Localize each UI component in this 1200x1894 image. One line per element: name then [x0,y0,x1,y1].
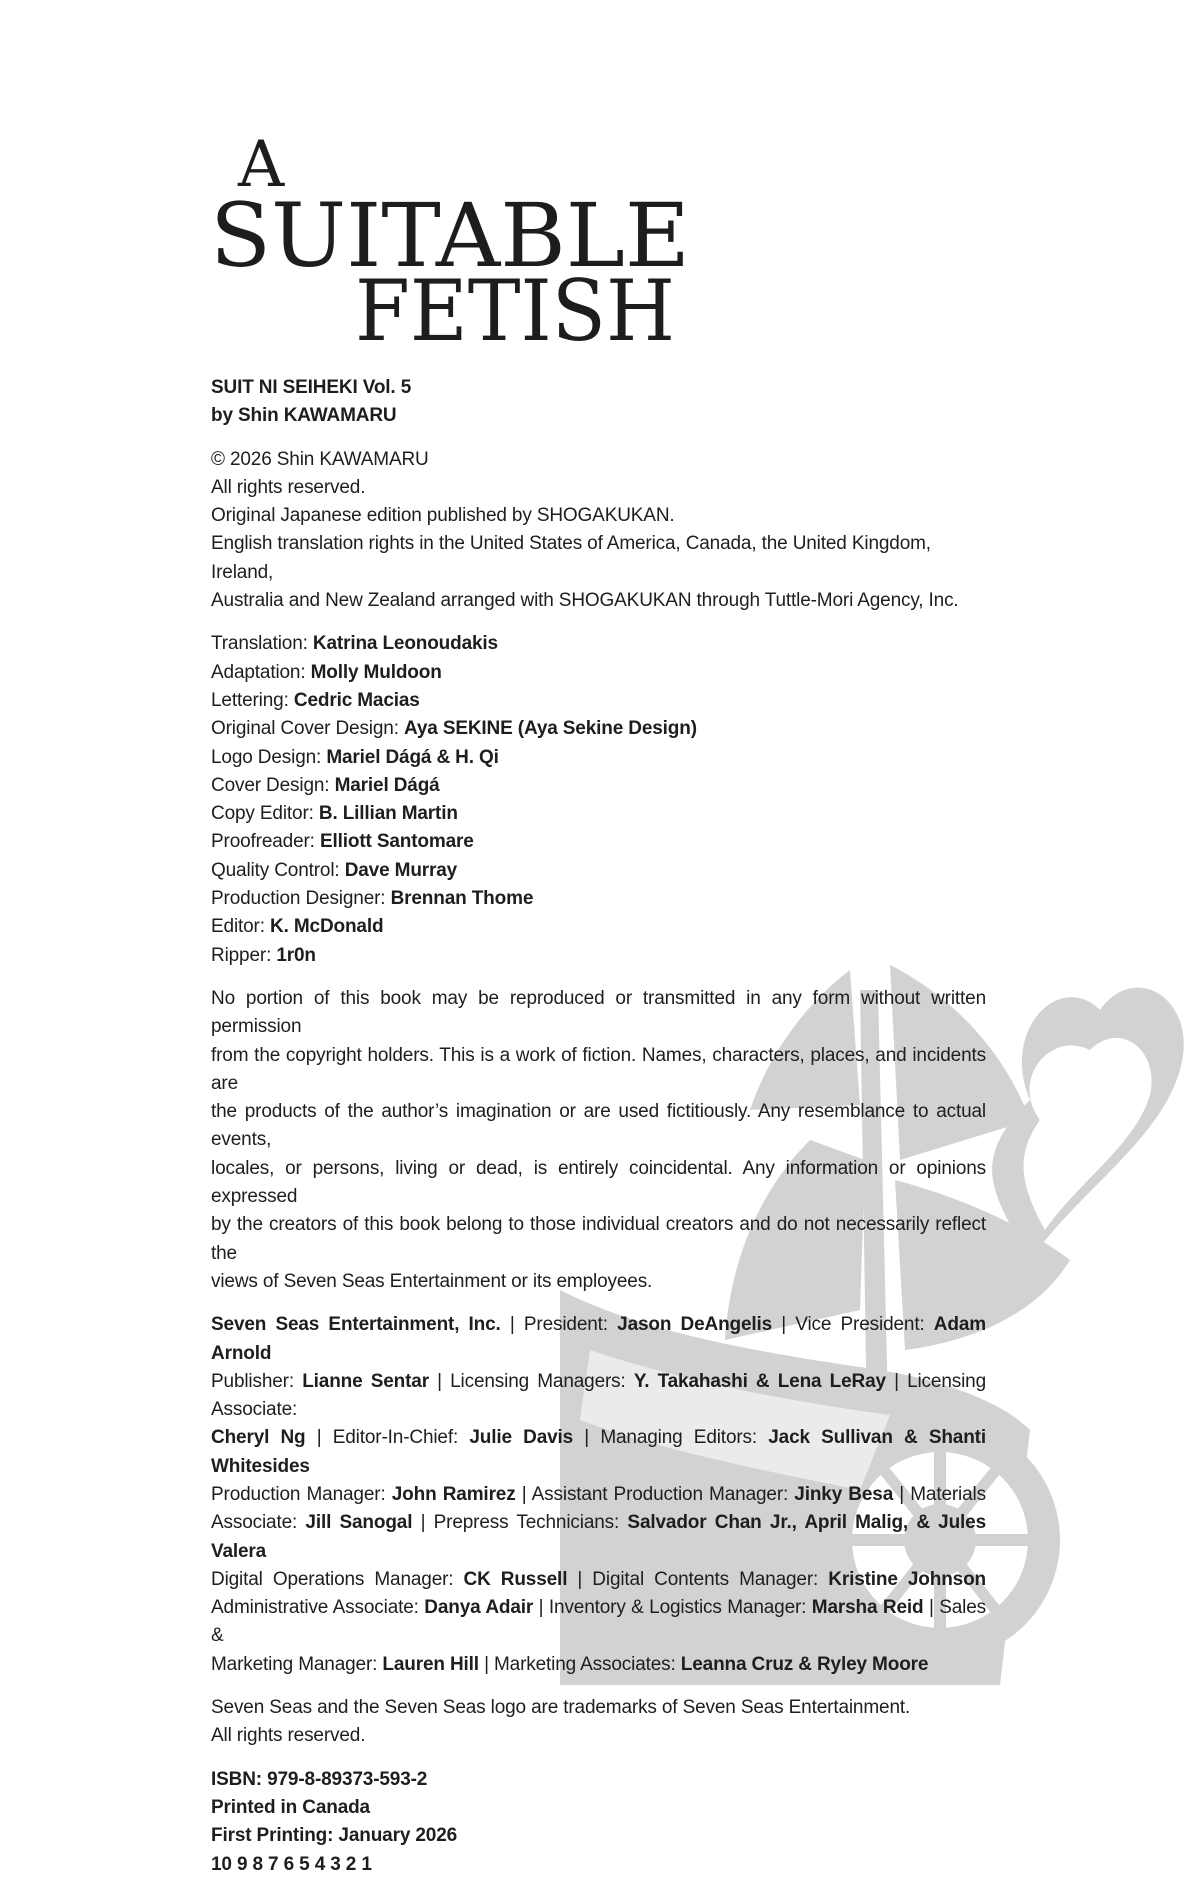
staff-line [211,1481,986,1509]
staff-role: Marketing Manager: [211,1653,383,1675]
staff-name: Lauren Hill [382,1653,479,1675]
credit-line [211,630,986,658]
staff-role: | Materials [893,1483,986,1505]
staff-role: | Managing Editors: [573,1427,769,1449]
credit-line [211,828,986,856]
staff-name: Kristine Johnson [828,1568,986,1590]
credit-role: Cover Design: [211,774,330,796]
staff-role: | Sales & [211,1597,986,1647]
printing-block [211,1766,986,1879]
staff-name: Danya Adair [424,1597,534,1619]
credit-role: Production Designer: [211,888,386,910]
credit-name: Molly Muldoon [310,661,442,683]
staff-name: John Ramirez [391,1483,516,1505]
credits-block [211,630,986,970]
credit-line [211,913,986,941]
credit-role: Copy Editor: [211,803,314,825]
rights-line: All rights reserved. [211,476,366,498]
printing-numbers: 10 9 8 7 6 5 4 3 2 1 [211,1853,372,1875]
credit-line [211,659,986,687]
staff-block [211,1311,986,1679]
staff-line [211,1594,986,1651]
disclaimer-line: the products of the author’s imagination or are used fictitiously. Any resemblance to actual events, [211,1101,986,1151]
credit-role: Ripper: [211,944,272,966]
credit-name: Elliott Santomare [319,831,474,853]
staff-name: Leanna Cruz & Ryley Moore [680,1653,929,1675]
staff-role: | Editor-In-Chief: [305,1427,470,1449]
disclaimer-line: views of Seven Seas Entertainment or its employees. [211,1270,653,1292]
disclaimer-line: No portion of this book may be reproduced or transmitted in any form without written permission [211,987,986,1038]
staff-name: Jack Sullivan & Shanti Whitesides [211,1427,986,1477]
staff-role: Administrative Associate: [211,1597,425,1619]
staff-role: Associate: [211,1512,306,1534]
staff-role: Publisher: [211,1370,303,1392]
rights-line: English translation rights in the United States of America, Canada, the United Kingdom, Ireland, [211,533,931,583]
book-title-block [211,374,986,431]
staff-name: Jason DeAngelis [617,1314,773,1336]
staff-line [211,1566,986,1594]
staff-name: Salvador Chan Jr., April Malig, & Jules Valera [211,1512,986,1562]
isbn: ISBN: 979-8-89373-593-2 [211,1768,428,1790]
trademark-line: All rights reserved. [211,1725,366,1747]
trademark-line: Seven Seas and the Seven Seas logo are trademarks of Seven Seas Entertainment. [211,1697,911,1719]
first-printing: First Printing: January 2026 [211,1825,458,1847]
rights-line: Original Japanese edition published by SHOGAKUKAN. [211,505,675,527]
credit-line [211,885,986,913]
logo-line-a: A [238,128,285,202]
staff-name: Julie Davis [469,1427,574,1449]
credit-line [211,800,986,828]
staff-role: | Assistant Production Manager: [515,1483,795,1505]
credit-role: Adaptation: [211,661,306,683]
author-byline: by Shin KAWAMARU [211,405,397,427]
staff-name: Y. Takahashi & Lena LeRay [633,1370,886,1392]
series-volume-title: SUIT NI SEIHEKI Vol. 5 [211,377,412,398]
staff-role: | Inventory & Logistics Manager: [533,1597,812,1619]
staff-role: | Licensing Associate: [211,1370,986,1421]
credit-role: Proofreader: [211,831,315,853]
copyright-page-text [211,374,986,1894]
disclaimer-line: by the creators of this book belong to those individual creators and do not necessarily reflect the [211,1214,986,1264]
disclaimer-line: locales, or persons, living or dead, is entirely coincidental. Any information or opinions expressed [211,1157,986,1208]
staff-line [211,1368,986,1425]
credit-line [211,772,986,800]
credit-name: B. Lillian Martin [318,803,458,825]
logo-line-suitable: SUITABLE [210,184,690,287]
staff-line [211,1509,986,1566]
credit-name: Dave Murray [344,859,458,881]
rights-line: Australia and New Zealand arranged with SHOGAKUKAN through Tuttle-Mori Agency, Inc. [211,590,959,612]
credit-role: Logo Design: [211,746,322,768]
staff-name: Adam Arnold [211,1314,986,1364]
credit-role: Translation: [211,633,308,655]
staff-role: Production Manager: [211,1483,392,1505]
staff-role: | President: [500,1314,618,1336]
logo-line-fetish: FETISH [355,262,675,358]
staff-line [211,1651,986,1679]
credit-role: Editor: [211,916,265,938]
staff-line [211,1311,986,1368]
credit-name: Mariel Dágá & H. Qi [326,746,499,768]
staff-role: | Prepress Technicians: [412,1512,628,1534]
staff-role: Digital Operations Manager: [211,1568,464,1590]
credit-line [211,744,986,772]
rights-line: © 2026 Shin KAWAMARU [211,448,429,470]
credit-role: Lettering: [211,689,289,711]
staff-name: CK Russell [463,1568,568,1590]
trademark-block [211,1694,986,1751]
credit-name: 1r0n [276,944,316,966]
staff-role: | Licensing Managers: [428,1370,634,1392]
printed-in: Printed in Canada [211,1796,370,1818]
credit-name: Cedric Macias [293,689,420,711]
staff-name: Cheryl Ng [211,1427,306,1449]
credit-line [211,687,986,715]
staff-name: Jill Sanogal [305,1512,413,1534]
credit-line [211,715,986,743]
title-logo [210,128,690,358]
credit-line [211,942,986,970]
credit-name: Aya SEKINE (Aya Sekine Design) [403,718,697,740]
credit-name: Mariel Dágá [334,774,440,796]
credit-name: Katrina Leonoudakis [312,633,498,655]
staff-name: Marsha Reid [811,1597,924,1619]
staff-role: | Vice President: [772,1314,934,1336]
credit-line [211,857,986,885]
disclaimer-block [211,985,986,1296]
credit-name: K. McDonald [270,916,384,938]
staff-role: | Digital Contents Manager: [567,1568,829,1590]
staff-name: Jinky Besa [794,1483,894,1505]
credit-name: Brennan Thome [390,888,534,910]
staff-line [211,1424,986,1481]
credit-role: Quality Control: [211,859,340,881]
staff-role: | Marketing Associates: [478,1653,681,1675]
credit-role: Original Cover Design: [211,718,399,740]
disclaimer-line: from the copyright holders. This is a work of fiction. Names, characters, places, and incidents are [211,1044,986,1094]
staff-name: Seven Seas Entertainment, Inc. [211,1314,501,1336]
rights-block [211,446,986,616]
staff-name: Lianne Sentar [302,1370,429,1392]
